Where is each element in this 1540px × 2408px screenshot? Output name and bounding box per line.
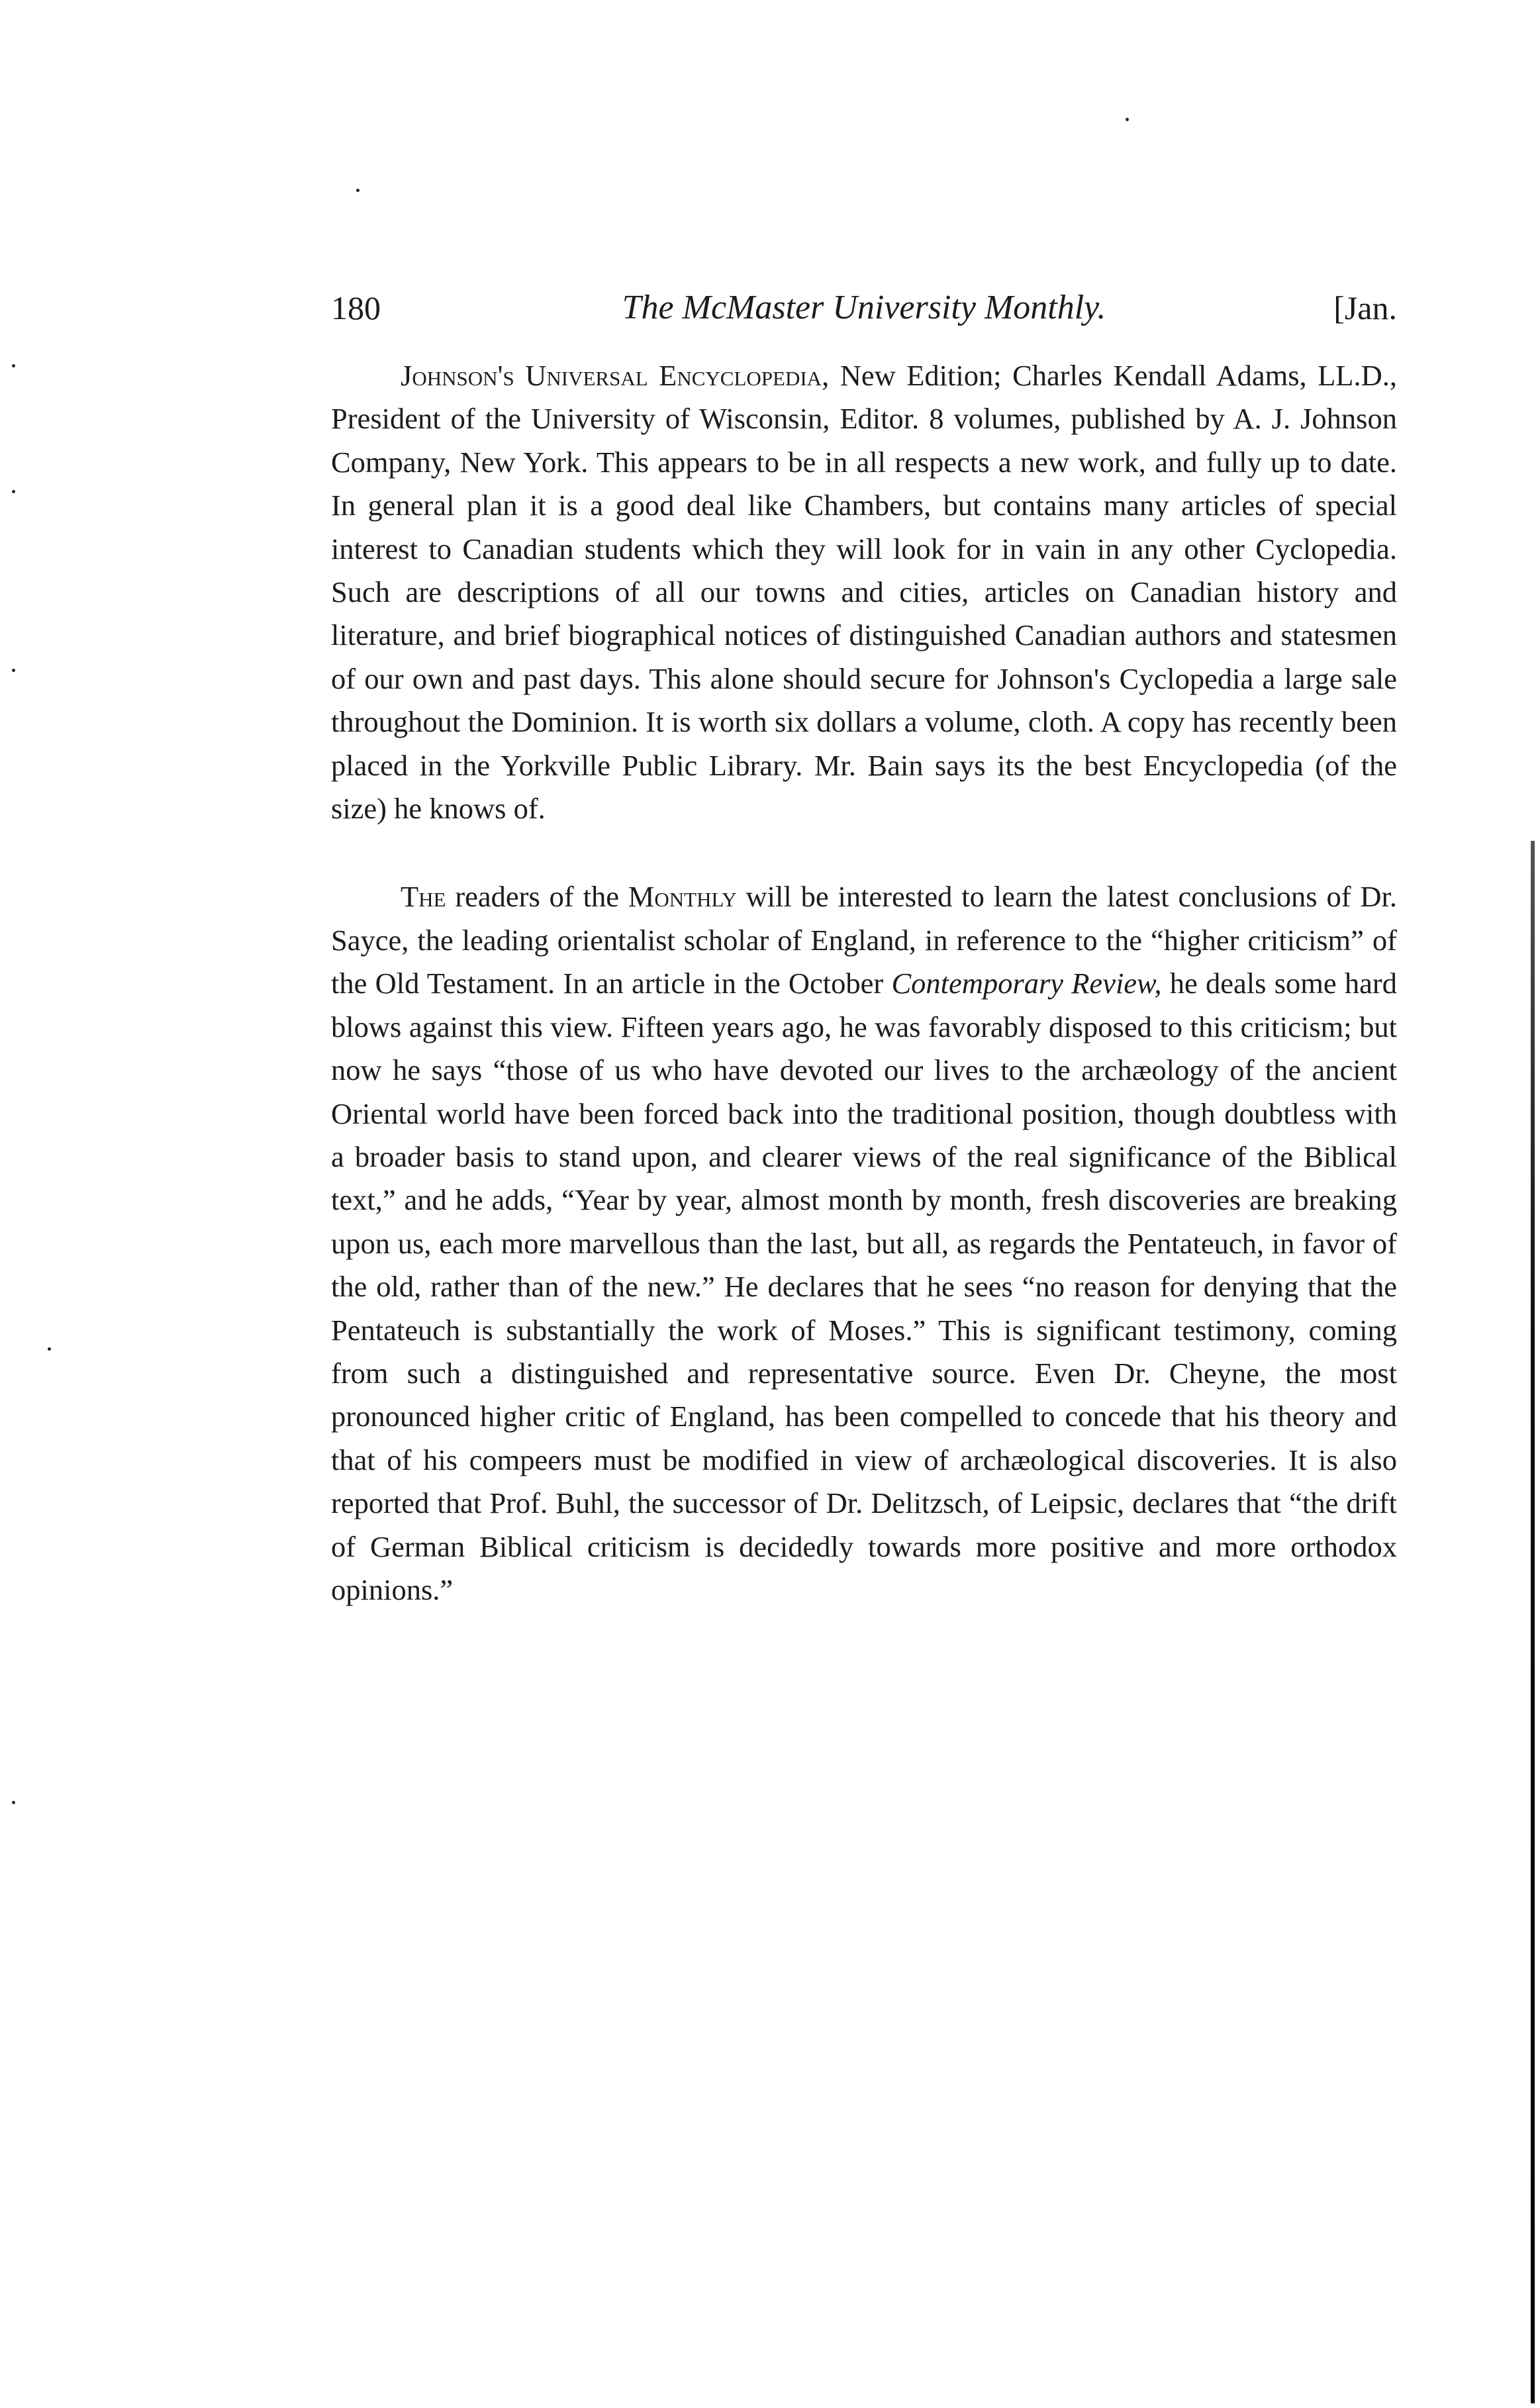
scan-speck [1126, 118, 1129, 121]
running-title: The McMaster University Monthly. [622, 289, 1106, 326]
running-date: [Jan. [1333, 289, 1397, 326]
paragraph-encyclopedia-review [331, 354, 1397, 830]
scan-speck [12, 1801, 15, 1804]
article-body [331, 354, 1397, 1612]
journal-title-italic: Contemporary Review, [891, 967, 1162, 1000]
page-number: 180 [331, 289, 381, 326]
page-header [331, 281, 1397, 334]
scan-speck [12, 364, 15, 367]
scan-edge-shadow [1531, 841, 1535, 2403]
scan-speck [12, 669, 15, 672]
scan-speck [12, 490, 15, 493]
paragraph-higher-criticism [331, 875, 1397, 1612]
paragraph-lead: Johnson's Universal Encyclopedia, [401, 359, 830, 392]
monthly-smallcaps: Monthly [628, 880, 737, 914]
paragraph-text: New Edition; Charles Kendall Adams, LL.D., President of the University of Wisconsin, Editor. 8 volumes, published by A. J. Johnson Company, New York. This appears to be in all respects a new work, and fully up to date. In general plan it is a good deal like Chambers, but contains many articles of special interest to Canadian students which they will look for in vain in any other Cyclopedia. Such are descriptions of all our towns and cities, articles on Canadian history and literature, and brief biographical notices of distinguished Canadian authors and statesmen of our own and past days. This alone should secure for Johnson's Cyclopedia a large sale throughout the Dominion. It is worth six dollars a volume, cloth. A copy has recently been placed in the Yorkville Public Library. Mr. Bain says its the best Encyclopedia (of the size) he knows of. [331, 359, 1398, 826]
scan-speck [48, 1347, 51, 1351]
scan-speck [356, 189, 360, 192]
paragraph-lead: The [401, 880, 446, 914]
paragraph-text: he deals some hard blows against this view. Fifteen years ago, he was favorably disposed to this criticism; but now he says “those of us who have devoted our lives to the archæology of the ancient Oriental world have been forced back into the traditional position, though doubtless with a broader basis to stand upon, and clearer views of the real significance of the Biblical text,” and he adds, “Year by year, almost month by month, fresh discoveries are breaking upon us, each more marvellous than the last, but all, as regards the Pentateuch, in favor of the old, rather than of the new.” He declares that he sees “no reason for denying that the Pentateuch is substantially the work of Moses.” This is significant testimony, coming from such a distinguished and representative source. Even Dr. Cheyne, the most pronounced higher critic of England, has been compelled to concede that his theory and that of his compeers must be modified in view of archæological discoveries. It is also reported that Prof. Buhl, the successor of Dr. Delitzsch, of Leipsic, declares that “the drift of German Biblical criticism is decidedly towards more positive and more orthodox opinions.” [331, 967, 1397, 1606]
paragraph-text: will be interested to learn the latest conclusions of Dr. Sayce, the leading orientalist scholar of England, in reference to the “higher criticism” of the Old Testament. In an article in the October [331, 880, 1397, 1000]
paragraph-text: readers of the [446, 880, 628, 914]
